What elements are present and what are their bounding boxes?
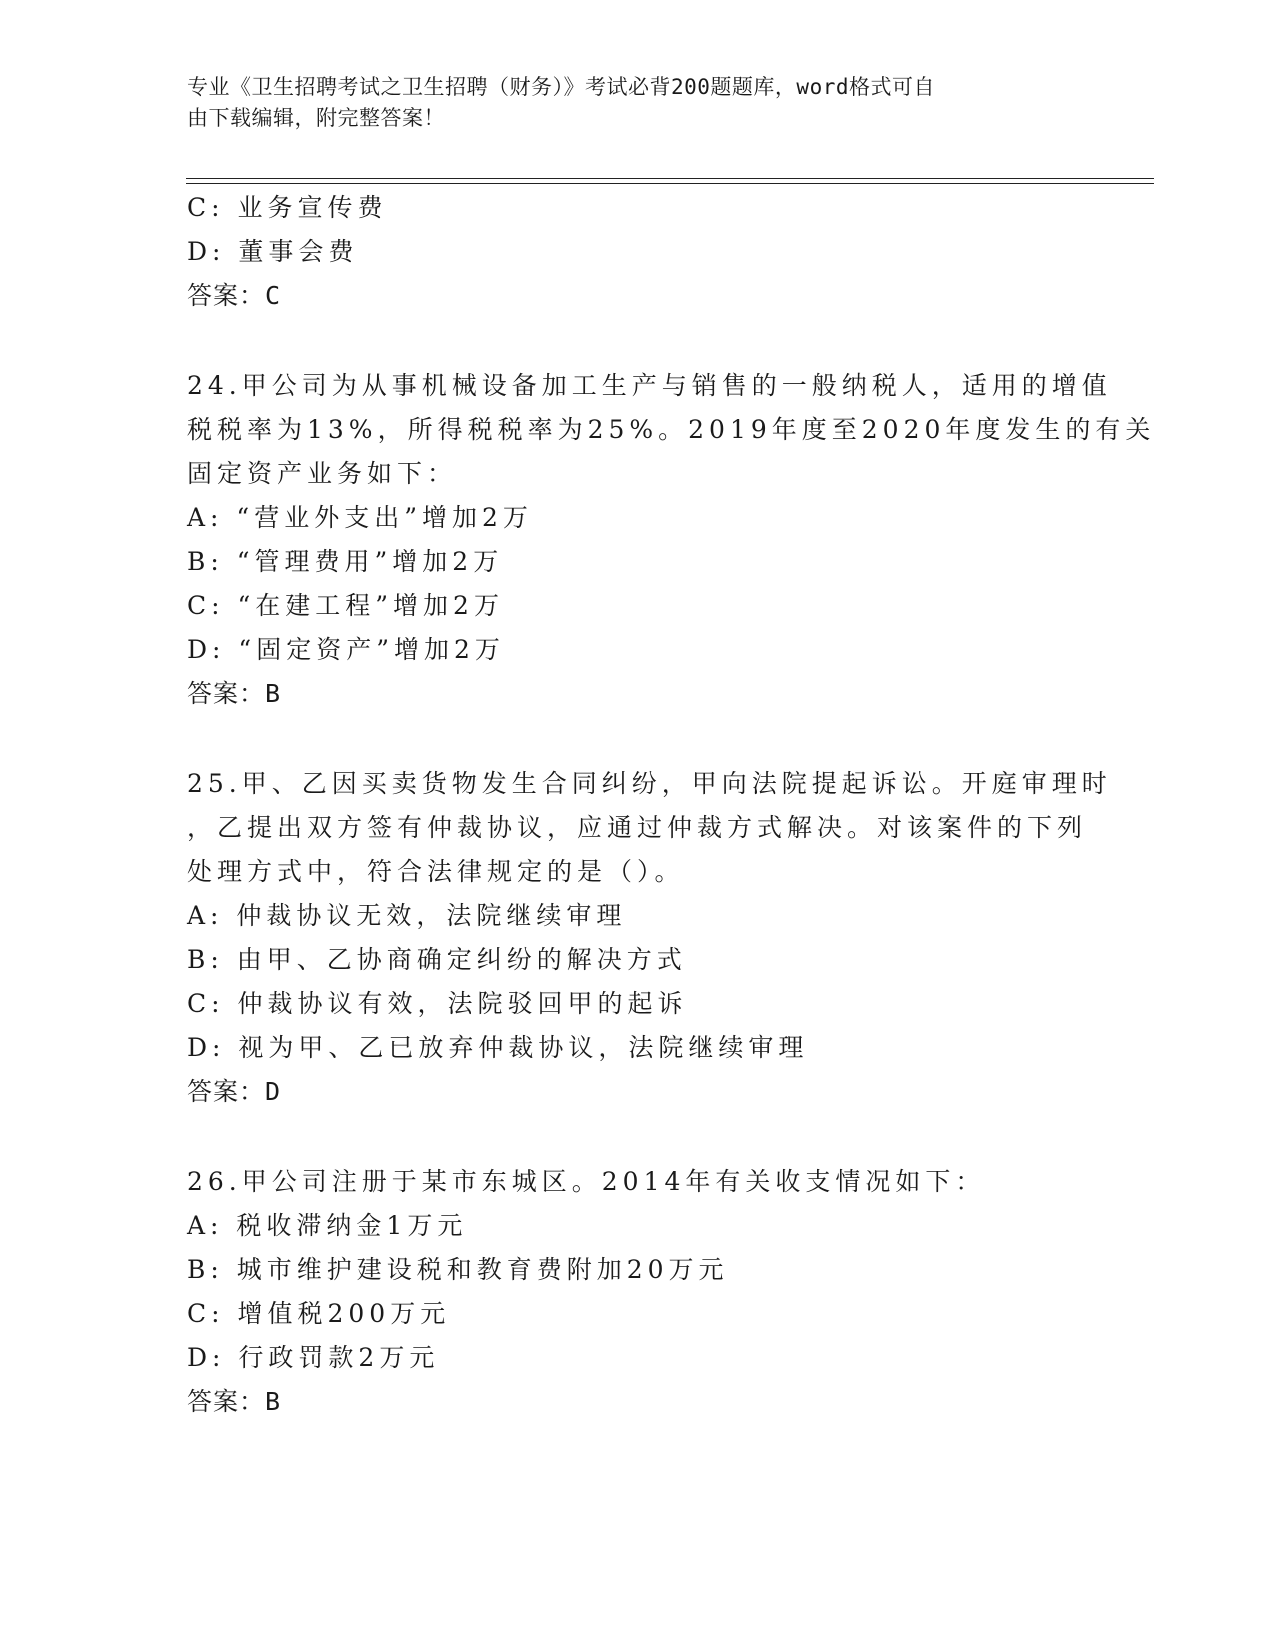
q23-option-c: C: 业务宣传费: [187, 193, 388, 222]
q25-stem-line-2: ，乙提出双方签有仲裁协议，应通过仲裁方式解决。对该案件的下列: [187, 813, 1088, 842]
answer-value: B: [265, 1387, 282, 1416]
q24-option-b: B: “管理费用”增加2万: [187, 547, 504, 576]
answer-value: C: [265, 281, 282, 310]
answer-label: 答案：: [187, 1387, 266, 1416]
q26-option-a: A: 税收滞纳金1万元: [187, 1211, 468, 1240]
answer-label: 答案：: [187, 281, 266, 310]
q26-stem-line-1: 26.甲公司注册于某市东城区。2014年有关收支情况如下：: [187, 1167, 986, 1196]
q25-stem-line-3: 处理方式中，符合法律规定的是（）。: [187, 857, 685, 886]
q24-answer: [187, 679, 281, 709]
header-divider-top: [186, 178, 1154, 179]
q25-option-c: C: 仲裁协议有效，法院驳回甲的起诉: [187, 989, 688, 1018]
header-line-1: 专业《卫生招聘考试之卫生招聘（财务）》考试必背200题题库，word格式可自: [187, 75, 935, 99]
q25-option-d: D: 视为甲、乙已放弃仲裁协议，法院继续审理: [187, 1033, 809, 1062]
q26-answer: [187, 1387, 281, 1417]
q24-option-d: D: “固定资产”增加2万: [187, 635, 505, 664]
q24-stem-line-1: 24.甲公司为从事机械设备加工生产与销售的一般纳税人，适用的增值: [187, 371, 1112, 400]
q23-answer: [187, 281, 281, 311]
header-line-2: 由下载编辑，附完整答案！: [187, 106, 445, 130]
q23-option-d: D: 董事会费: [187, 237, 359, 266]
q24-stem-line-3: 固定资产业务如下：: [187, 459, 458, 488]
answer-value: B: [265, 679, 282, 708]
q26-option-c: C: 增值税200万元: [187, 1299, 451, 1328]
q25-option-b: B: 由甲、乙协商确定纠纷的解决方式: [187, 945, 687, 974]
q24-option-a: A: “营业外支出”增加2万: [187, 503, 533, 532]
q24-option-c: C: “在建工程”增加2万: [187, 591, 504, 620]
document-header: [187, 72, 1087, 134]
q24-stem-line-2: 税税率为13%，所得税税率为25%。2019年度至2020年度发生的有关: [187, 415, 1156, 444]
q25-answer: [187, 1077, 281, 1107]
header-divider-bottom: [186, 183, 1154, 184]
q25-option-a: A: 仲裁协议无效，法院继续审理: [187, 901, 627, 930]
answer-label: 答案：: [187, 679, 266, 708]
answer-value: D: [265, 1077, 282, 1106]
q25-stem-line-1: 25.甲、乙因买卖货物发生合同纠纷，甲向法院提起诉讼。开庭审理时: [187, 769, 1112, 798]
answer-label: 答案：: [187, 1077, 266, 1106]
q26-option-b: B: 城市维护建设税和教育费附加20万元: [187, 1255, 729, 1284]
q26-option-d: D: 行政罚款2万元: [187, 1343, 440, 1372]
